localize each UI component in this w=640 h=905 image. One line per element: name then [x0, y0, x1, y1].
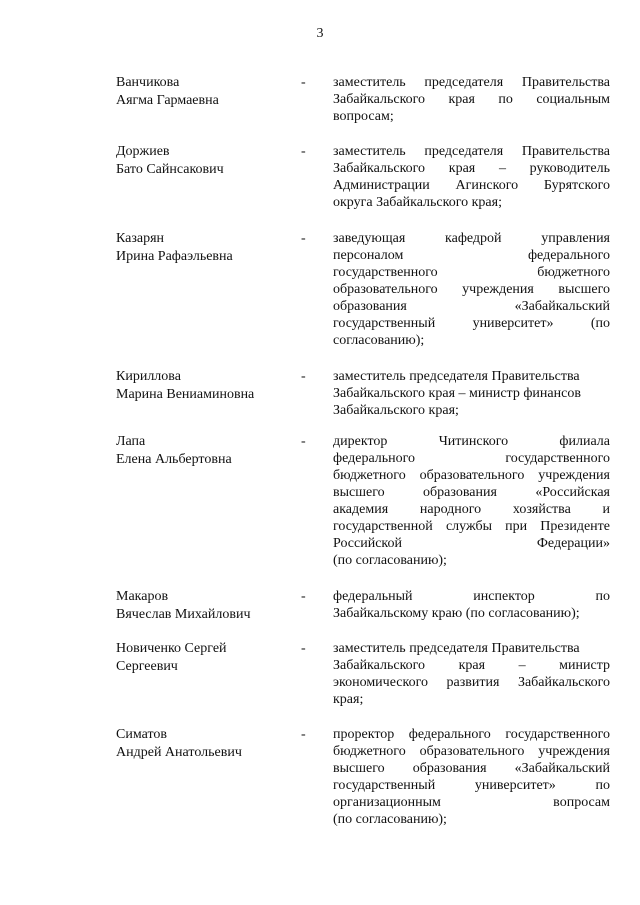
- member-role: [333, 143, 610, 211]
- dash-separator: -: [301, 75, 306, 90]
- dash-separator: -: [301, 727, 306, 742]
- role-line: округа Забайкальского края;: [333, 195, 502, 210]
- role-line: Забайкальского края – руководитель: [333, 161, 610, 176]
- role-line: государственный университет» по: [333, 778, 610, 793]
- role-line: Забайкальскому краю (по согласованию);: [333, 606, 580, 621]
- role-line: согласованию);: [333, 333, 425, 348]
- role-line: заведующая кафедрой управления: [333, 231, 610, 246]
- member-name: Симатов Андрей Анатольевич: [116, 727, 242, 760]
- role-line: Забайкальского края;: [333, 403, 459, 418]
- member-name: Кириллова Марина Вениаминовна: [116, 369, 255, 402]
- dash-separator: -: [301, 641, 306, 656]
- role-line: (по согласованию);: [333, 812, 447, 827]
- member-name: Казарян Ирина Рафаэльевна: [116, 231, 233, 264]
- role-line: организационным вопросам: [333, 795, 610, 810]
- member-role: [333, 74, 610, 125]
- member-name: Макаров Вячеслав Михайлович: [116, 589, 251, 622]
- role-line: заместитель председателя Правительства: [333, 144, 610, 159]
- role-line: образования «Забайкальский: [333, 299, 610, 314]
- dash-separator: -: [301, 144, 306, 159]
- dash-separator: -: [301, 231, 306, 246]
- dash-separator: -: [301, 434, 306, 449]
- member-role: [333, 368, 610, 419]
- role-line: персоналом федерального: [333, 248, 610, 263]
- role-line: края;: [333, 692, 364, 707]
- role-line: бюджетного образовательного учреждения: [333, 744, 610, 759]
- role-line: Администрации Агинского Бурятского: [333, 178, 610, 193]
- role-line: федеральный инспектор по: [333, 589, 610, 604]
- member-role: [333, 640, 610, 708]
- dash-separator: -: [301, 589, 306, 604]
- role-line: бюджетного образовательного учреждения: [333, 468, 610, 483]
- role-line: Забайкальского края – министр финансов: [333, 386, 581, 401]
- role-line: заместитель председателя Правительства: [333, 641, 580, 656]
- member-role: [333, 230, 610, 349]
- dash-separator: -: [301, 369, 306, 384]
- role-line: проректор федерального государственного: [333, 727, 610, 742]
- role-line: вопросам;: [333, 109, 394, 124]
- member-name: Новиченко Сергей Сергеевич: [116, 641, 227, 674]
- member-role: [333, 726, 610, 828]
- member-name: Ванчикова Аягма Гармаевна: [116, 75, 219, 108]
- member-name: Лапа Елена Альбертовна: [116, 434, 232, 467]
- role-line: образовательного учреждения высшего: [333, 282, 610, 297]
- role-line: заместитель председателя Правительства: [333, 75, 610, 90]
- role-line: Забайкальского края – министр: [333, 658, 610, 673]
- role-line: академия народного хозяйства и: [333, 502, 610, 517]
- role-line: (по согласованию);: [333, 553, 447, 568]
- role-line: федерального государственного: [333, 451, 610, 466]
- role-line: директор Читинского филиала: [333, 434, 610, 449]
- role-line: государственный университет» (по: [333, 316, 610, 331]
- role-line: Забайкальского края по социальным: [333, 92, 610, 107]
- role-line: государственной службы при Президенте: [333, 519, 610, 534]
- member-role: [333, 433, 610, 569]
- role-line: заместитель председателя Правительства: [333, 369, 580, 384]
- role-line: Российской Федерации»: [333, 536, 610, 551]
- role-line: высшего образования «Российская: [333, 485, 610, 500]
- role-line: государственного бюджетного: [333, 265, 610, 280]
- role-line: высшего образования «Забайкальский: [333, 761, 610, 776]
- role-line: экономического развития Забайкальского: [333, 675, 610, 690]
- member-role: [333, 588, 610, 622]
- page-number: 3: [316, 26, 324, 41]
- member-name: Доржиев Бато Сайнсакович: [116, 144, 224, 177]
